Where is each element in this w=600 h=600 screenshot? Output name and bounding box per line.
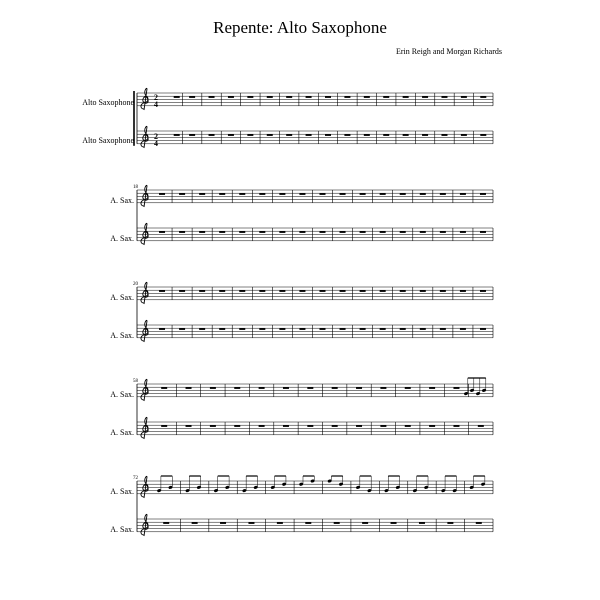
- whole-rest: [186, 425, 192, 427]
- whole-rest: [429, 387, 435, 389]
- whole-rest: [332, 425, 338, 427]
- whole-rest: [453, 425, 459, 427]
- time-signature-bottom-2: 4: [154, 139, 158, 148]
- whole-rest: [247, 96, 253, 98]
- whole-rest: [420, 328, 426, 330]
- whole-rest: [259, 425, 265, 427]
- staff-label-a-sax-4: A. Sax.: [110, 234, 134, 243]
- whole-rest: [283, 387, 289, 389]
- time-signature-top-2: 2: [154, 132, 158, 141]
- staff-label-a-sax-9: A. Sax.: [110, 487, 134, 496]
- whole-rest: [480, 231, 486, 233]
- whole-rest: [199, 231, 205, 233]
- whole-rest: [199, 193, 205, 195]
- whole-rest: [299, 290, 305, 292]
- whole-rest: [420, 290, 426, 292]
- whole-rest: [356, 425, 362, 427]
- whole-rest: [248, 522, 254, 524]
- staff: [137, 384, 493, 397]
- whole-rest: [480, 328, 486, 330]
- whole-rest: [400, 193, 406, 195]
- whole-rest: [460, 231, 466, 233]
- whole-rest: [279, 193, 285, 195]
- whole-rest: [320, 193, 326, 195]
- whole-rest: [189, 96, 195, 98]
- whole-rest: [340, 231, 346, 233]
- whole-rest: [239, 290, 245, 292]
- whole-rest: [360, 193, 366, 195]
- whole-rest: [234, 425, 240, 427]
- staff: [137, 93, 493, 106]
- whole-rest: [440, 231, 446, 233]
- whole-rest: [380, 387, 386, 389]
- whole-rest: [174, 134, 180, 136]
- whole-rest: [189, 134, 195, 136]
- whole-rest: [364, 134, 370, 136]
- whole-rest: [440, 328, 446, 330]
- whole-rest: [334, 522, 340, 524]
- whole-rest: [391, 522, 397, 524]
- whole-rest: [159, 290, 165, 292]
- whole-rest: [267, 96, 273, 98]
- whole-rest: [228, 96, 234, 98]
- whole-rest: [320, 328, 326, 330]
- whole-rest: [239, 193, 245, 195]
- whole-rest: [480, 193, 486, 195]
- whole-rest: [219, 290, 225, 292]
- whole-rest: [159, 328, 165, 330]
- whole-rest: [163, 522, 169, 524]
- whole-rest: [461, 96, 467, 98]
- whole-rest: [159, 231, 165, 233]
- whole-rest: [344, 134, 350, 136]
- whole-rest: [279, 231, 285, 233]
- whole-rest: [247, 134, 253, 136]
- whole-rest: [277, 522, 283, 524]
- whole-rest: [259, 290, 265, 292]
- score-title: Repente: Alto Saxophone: [213, 18, 387, 37]
- whole-rest: [441, 96, 447, 98]
- staff-label-a-sax-6: A. Sax.: [110, 331, 134, 340]
- staff: [137, 287, 493, 300]
- whole-rest: [259, 193, 265, 195]
- whole-rest: [210, 425, 216, 427]
- whole-rest: [299, 193, 305, 195]
- whole-rest: [306, 96, 312, 98]
- whole-rest: [460, 328, 466, 330]
- whole-rest: [340, 290, 346, 292]
- time-signature-bottom-1: 4: [154, 100, 158, 109]
- whole-rest: [422, 134, 428, 136]
- whole-rest: [403, 96, 409, 98]
- whole-rest: [453, 387, 459, 389]
- staff: [137, 422, 493, 435]
- whole-rest: [299, 231, 305, 233]
- whole-rest: [192, 522, 198, 524]
- whole-rest: [307, 387, 313, 389]
- whole-rest: [383, 134, 389, 136]
- whole-rest: [325, 96, 331, 98]
- whole-rest: [306, 134, 312, 136]
- whole-rest: [305, 522, 311, 524]
- whole-rest: [209, 134, 215, 136]
- whole-rest: [380, 425, 386, 427]
- whole-rest: [239, 231, 245, 233]
- staff-label-alto-sax-2: Alto Saxophone: [82, 136, 134, 145]
- whole-rest: [460, 193, 466, 195]
- whole-rest: [279, 290, 285, 292]
- whole-rest: [480, 96, 486, 98]
- whole-rest: [476, 522, 482, 524]
- whole-rest: [405, 387, 411, 389]
- staff-label-a-sax-8: A. Sax.: [110, 428, 134, 437]
- whole-rest: [383, 96, 389, 98]
- whole-rest: [179, 193, 185, 195]
- whole-rest: [239, 328, 245, 330]
- whole-rest: [403, 134, 409, 136]
- staff: [137, 228, 493, 241]
- whole-rest: [356, 387, 362, 389]
- whole-rest: [179, 290, 185, 292]
- whole-rest: [362, 522, 368, 524]
- whole-rest: [234, 387, 240, 389]
- whole-rest: [286, 134, 292, 136]
- measure-number-72: 72: [133, 476, 138, 481]
- whole-rest: [210, 387, 216, 389]
- whole-rest: [360, 231, 366, 233]
- whole-rest: [380, 231, 386, 233]
- staff: [137, 519, 493, 532]
- whole-rest: [186, 387, 192, 389]
- whole-rest: [340, 328, 346, 330]
- time-signature-top-1: 2: [154, 93, 158, 102]
- whole-rest: [279, 328, 285, 330]
- staff: [137, 131, 493, 144]
- staff: [137, 325, 493, 338]
- whole-rest: [283, 425, 289, 427]
- whole-rest: [340, 193, 346, 195]
- staff: [137, 481, 493, 494]
- whole-rest: [259, 328, 265, 330]
- staff-label-a-sax-7: A. Sax.: [110, 390, 134, 399]
- whole-rest: [400, 231, 406, 233]
- measure-number-58: 58: [133, 379, 138, 384]
- whole-rest: [447, 522, 453, 524]
- whole-rest: [400, 328, 406, 330]
- staff-label-alto-sax-1: Alto Saxophone: [82, 98, 134, 107]
- whole-rest: [419, 522, 425, 524]
- whole-rest: [179, 328, 185, 330]
- measure-number-20: 20: [133, 282, 138, 287]
- whole-rest: [174, 96, 180, 98]
- staff-label-a-sax-3: A. Sax.: [110, 196, 134, 205]
- staff-label-a-sax-10: A. Sax.: [110, 525, 134, 534]
- whole-rest: [219, 231, 225, 233]
- whole-rest: [259, 387, 265, 389]
- whole-rest: [199, 290, 205, 292]
- whole-rest: [161, 387, 167, 389]
- whole-rest: [199, 328, 205, 330]
- whole-rest: [320, 231, 326, 233]
- whole-rest: [299, 328, 305, 330]
- whole-rest: [429, 425, 435, 427]
- whole-rest: [440, 290, 446, 292]
- composer-credit: Erin Reigh and Morgan Richards: [395, 47, 502, 56]
- whole-rest: [364, 96, 370, 98]
- whole-rest: [420, 231, 426, 233]
- whole-rest: [360, 290, 366, 292]
- whole-rest: [360, 328, 366, 330]
- whole-rest: [259, 231, 265, 233]
- staff-label-a-sax-5: A. Sax.: [110, 293, 134, 302]
- whole-rest: [325, 134, 331, 136]
- whole-rest: [220, 522, 226, 524]
- whole-rest: [480, 134, 486, 136]
- whole-rest: [344, 96, 350, 98]
- measure-number-18: 18: [133, 185, 138, 190]
- whole-rest: [380, 328, 386, 330]
- whole-rest: [480, 290, 486, 292]
- whole-rest: [440, 193, 446, 195]
- whole-rest: [460, 290, 466, 292]
- whole-rest: [422, 96, 428, 98]
- whole-rest: [332, 387, 338, 389]
- whole-rest: [179, 231, 185, 233]
- whole-rest: [161, 425, 167, 427]
- whole-rest: [420, 193, 426, 195]
- whole-rest: [400, 290, 406, 292]
- whole-rest: [219, 193, 225, 195]
- whole-rest: [380, 193, 386, 195]
- whole-rest: [307, 425, 313, 427]
- staff: [137, 190, 493, 203]
- whole-rest: [228, 134, 234, 136]
- whole-rest: [159, 193, 165, 195]
- whole-rest: [441, 134, 447, 136]
- whole-rest: [380, 290, 386, 292]
- whole-rest: [405, 425, 411, 427]
- whole-rest: [267, 134, 273, 136]
- whole-rest: [320, 290, 326, 292]
- whole-rest: [209, 96, 215, 98]
- whole-rest: [461, 134, 467, 136]
- whole-rest: [478, 425, 484, 427]
- whole-rest: [286, 96, 292, 98]
- whole-rest: [219, 328, 225, 330]
